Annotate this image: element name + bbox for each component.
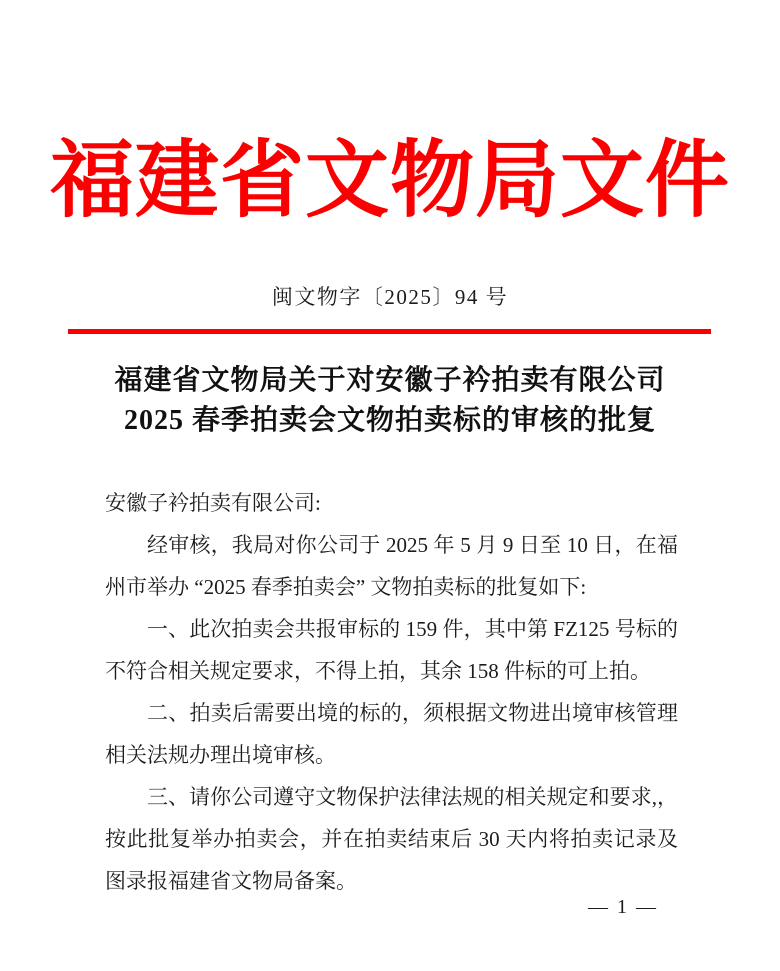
- document-title: [0, 361, 780, 441]
- document-number: 闽文物字〔2025〕94 号: [271, 285, 509, 309]
- page-number: — 1 —: [588, 896, 658, 918]
- red-divider-line: [68, 329, 711, 334]
- body-line: 三、请你公司遵守文物保护法律法规的相关规定和要求,，: [147, 785, 678, 809]
- document-title-line-2: 2025 春季拍卖会文物拍卖标的审核的批复: [123, 405, 656, 436]
- body-line: 图录报福建省文物局备案。: [105, 869, 357, 893]
- agency-header-title: 福建省文物局文件: [49, 135, 730, 228]
- body-line: 经审核，我局对你公司于 2025 年 5 月 9 日至 10 日，在福: [147, 533, 678, 557]
- body-line: 不符合相关规定要求，不得上拍，其余 158 件标的可上拍。: [105, 659, 651, 683]
- document-title-line-1: 福建省文物局关于对安徽子衿拍卖有限公司: [114, 365, 666, 396]
- body-line: 相关法规办理出境审核。: [105, 743, 336, 767]
- body-line: 二、拍卖后需要出境的标的，须根据文物进出境审核管理: [147, 701, 678, 725]
- body-line: 州市举办 “2025 春季拍卖会” 文物拍卖标的批复如下:: [105, 575, 587, 599]
- body-line: 一、此次拍卖会共报审标的 159 件，其中第 FZ125 号标的: [147, 617, 678, 641]
- document-body: [105, 482, 678, 902]
- salutation-line: 安徽子衿拍卖有限公司:: [105, 491, 321, 515]
- body-line: 按此批复举办拍卖会，并在拍卖结束后 30 天内将拍卖记录及: [105, 827, 678, 851]
